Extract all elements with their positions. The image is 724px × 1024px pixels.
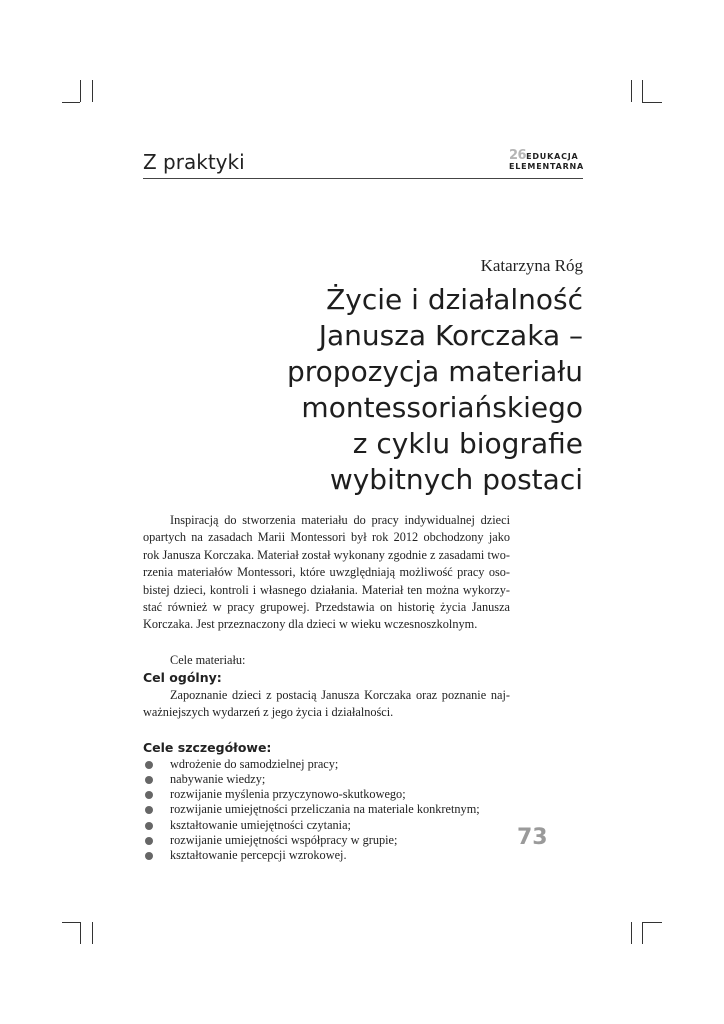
intro-line: rzenia materiałów Montessori, które uwzględniają możliwość pracy oso- xyxy=(143,565,510,580)
article-body xyxy=(143,512,510,863)
bullet-icon xyxy=(145,852,153,860)
intro-line: Korczaka. Jest przeznaczony dla dzieci w wieku wczesnoszkolnym. xyxy=(143,617,478,632)
title-line: wybitnych postaci xyxy=(329,463,583,496)
intro-line: bistej dzieci, kontroli i własnego działania. Materiał ten można wykorzy- xyxy=(143,582,510,597)
bullet-icon xyxy=(145,791,153,799)
bullet-icon xyxy=(145,761,153,769)
general-goal-heading: Cel ogólny: xyxy=(143,670,222,686)
list-item: wdrożenie do samodzielnej pracy; xyxy=(143,757,510,772)
detailed-goals-list xyxy=(143,757,510,863)
general-goal-line: ważniejszych wydarzeń z jego życia i działalności. xyxy=(143,705,394,720)
article-author: Katarzyna Róg xyxy=(480,256,583,275)
intro-line: stać również w pracy grupowej. Przedstawia on historię życia Janusza xyxy=(143,600,510,615)
intro-line: Inspiracją do stworzenia materiału do pracy indywidualnej dzieci xyxy=(170,513,510,527)
list-item: rozwijanie umiejętności współpracy w grupie; xyxy=(143,833,510,848)
header-rule xyxy=(143,178,583,179)
title-line: propozycja materiału xyxy=(287,355,583,388)
article-title xyxy=(223,282,583,498)
title-line: montessoriańskiego xyxy=(301,391,583,424)
title-line: Janusza Korczaka – xyxy=(318,319,583,352)
bullet-icon xyxy=(145,776,153,784)
title-line: Życie i działalność xyxy=(326,283,583,316)
brand-number: 26 xyxy=(509,148,527,163)
bullet-icon xyxy=(145,822,153,830)
list-item: kształtowanie percepcji wzrokowej. xyxy=(143,848,510,863)
brand-line-1: EDUKACJA xyxy=(526,152,579,161)
general-goal-line: Zapoznanie dzieci z postacią Janusza Korczaka oraz poznanie naj- xyxy=(170,687,510,702)
brand-line-2: ELEMENTARNA xyxy=(509,162,585,171)
intro-paragraph xyxy=(143,512,510,634)
list-item: rozwijanie umiejętności przeliczania na materiale konkretnym; xyxy=(143,802,510,817)
list-item: nabywanie wiedzy; xyxy=(143,772,510,787)
general-goal-paragraph xyxy=(143,687,510,722)
goals-label: Cele materiału: xyxy=(170,652,246,667)
page-number: 73 xyxy=(517,825,548,850)
detailed-goals-heading: Cele szczegółowe: xyxy=(143,740,272,756)
intro-line: opartych na zasadach Marii Montessori był rok 2012 obchodzony jako xyxy=(143,530,510,545)
intro-line: rok Janusza Korczaka. Materiał został wykonany zgodnie z zasadami two- xyxy=(143,547,510,562)
journal-brand xyxy=(509,150,583,172)
section-title: Z praktyki xyxy=(143,150,245,174)
list-item: kształtowanie umiejętności czytania; xyxy=(143,818,510,833)
bullet-icon xyxy=(145,806,153,814)
bullet-icon xyxy=(145,837,153,845)
title-line: z cyklu biografie xyxy=(352,427,583,460)
list-item: rozwijanie myślenia przyczynowo-skutkowego; xyxy=(143,787,510,802)
